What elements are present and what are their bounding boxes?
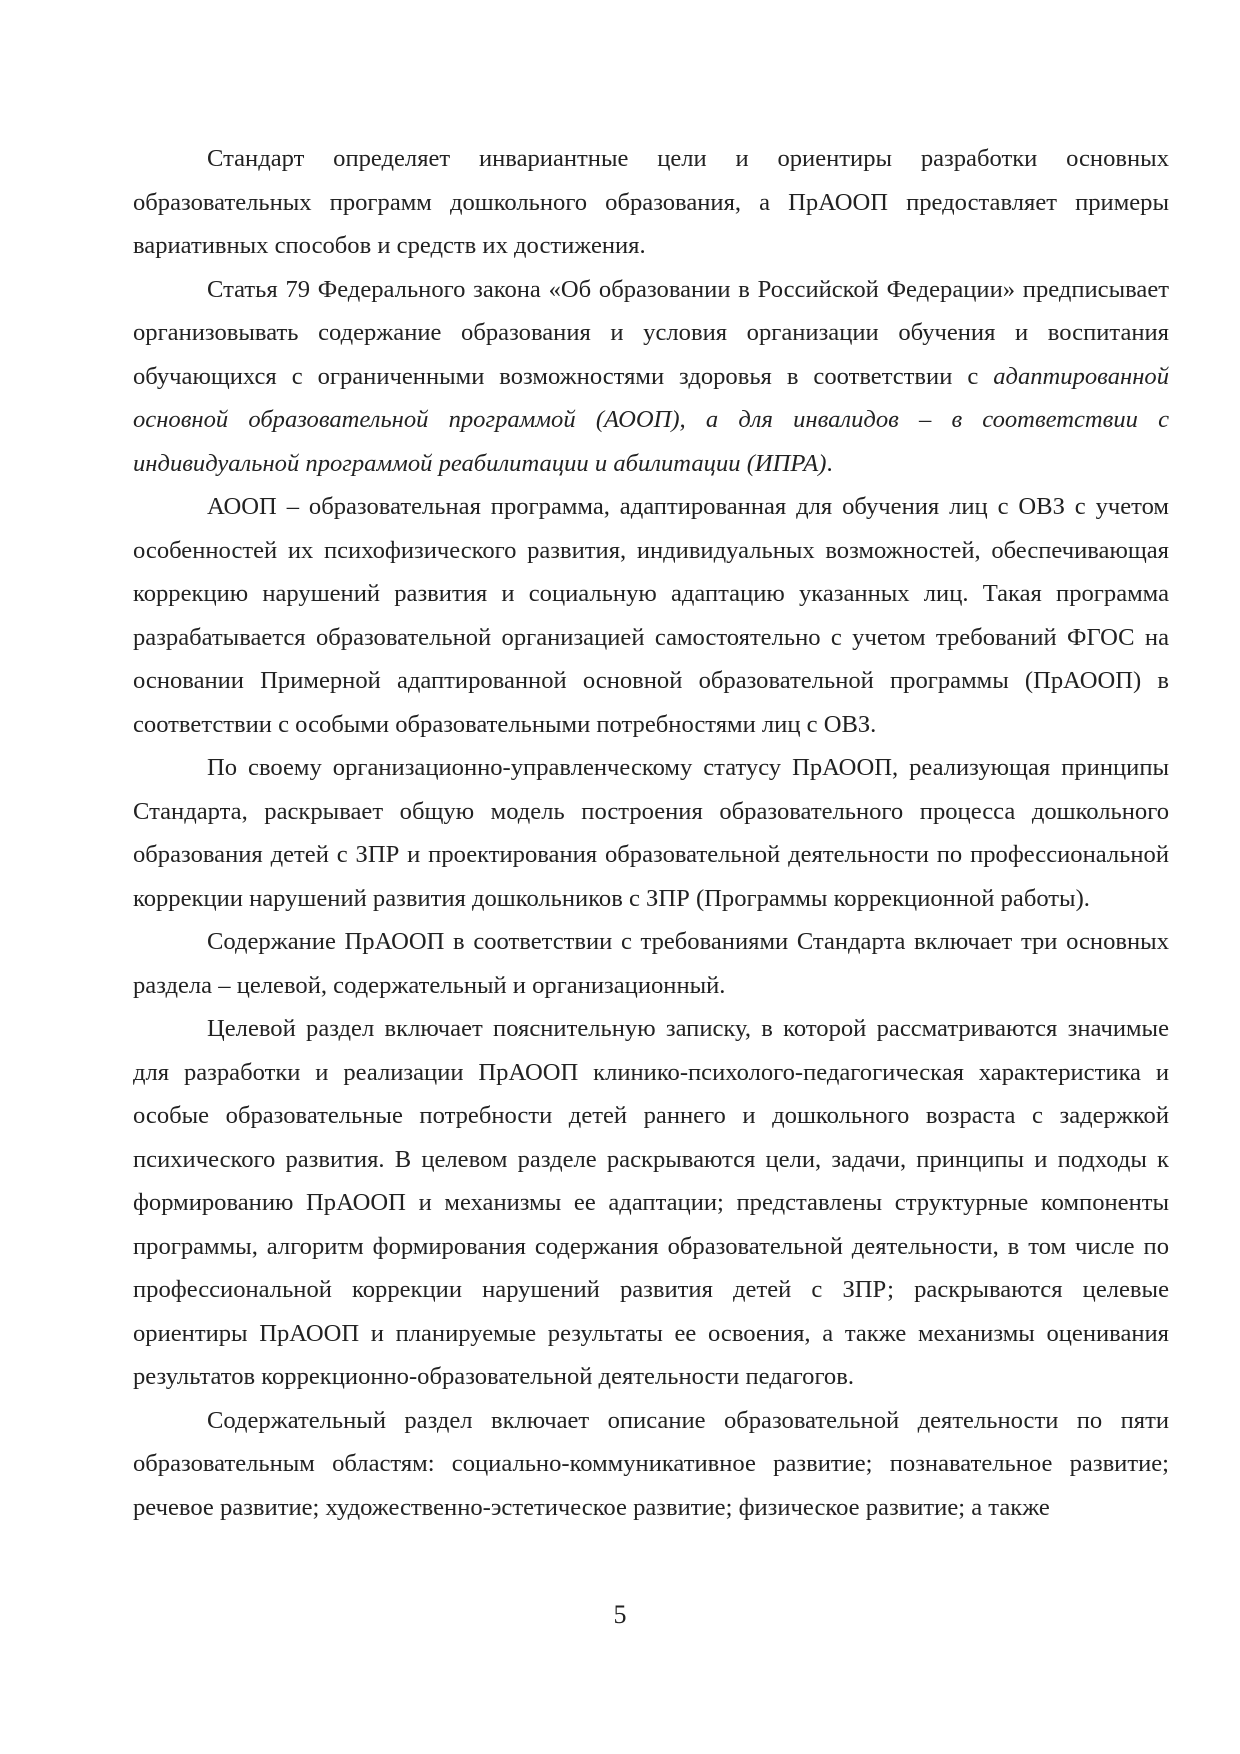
paragraph-standard: Стандарт определяет инвариантные цели и ориентиры разработки основных образовательных программ дошкольного образования, а ПрАООП предоставляет примеры вариативных способов и средств их достижения.: [133, 145, 1169, 259]
page-number: 5: [613, 1600, 627, 1629]
document-body: [133, 137, 1169, 1529]
paragraph-article-79: Статья 79 Федерального закона «Об образовании в Российской Федерации» предписывает организовывать содержание образования и условия организации обучения и воспитания обучающихся с ограниченными возможностями здоровья в соответствии с адаптированной основной образовательной программой (АООП), а для инвалидов – в соответствии с индивидуальной программой реабилитации и абилитации (ИПРА).: [133, 275, 1169, 477]
paragraph-content-sections: Содержание ПрАООП в соответствии с требованиями Стандарта включает три основных раздела – целевой, содержательный и организационный.: [133, 928, 1169, 999]
paragraph-article-79-italic: адаптированной основной образовательной программой (АООП), а для инвалидов – в соответствии с индивидуальной программой реабилитации и абилитации (ИПРА): [133, 362, 1169, 477]
paragraph-aoop-definition: АООП – образовательная программа, адаптированная для обучения лиц с ОВЗ с учетом особенностей их психофизического развития, индивидуальных возможностей, обеспечивающая коррекцию нарушений развития и социальную адаптацию указанных лиц. Такая программа разрабатывается образовательной организацией самостоятельно с учетом требований ФГОС на основании Примерной адаптированной основной образовательной программы (ПрАООП) в соответствии с особыми образовательными потребностями лиц с ОВЗ.: [133, 493, 1169, 738]
paragraph-target-section: Целевой раздел включает пояснительную записку, в которой рассматриваются значимые для разработки и реализации ПрАООП клинико-психолого-педагогическая характеристика и особые образовательные потребности детей раннего и дошкольного возраста с задержкой психического развития. В целевом разделе раскрываются цели, задачи, принципы и подходы к формированию ПрАООП и механизмы ее адаптации; представлены структурные компоненты программы, алгоритм формирования содержания образовательной деятельности, в том числе по профессиональной коррекции нарушений развития детей с ЗПР; раскрываются целевые ориентиры ПрАООП и планируемые результаты ее освоения, а также механизмы оценивания результатов коррекционно-образовательной деятельности педагогов.: [133, 1015, 1169, 1390]
paragraph-content-section: Содержательный раздел включает описание образовательной деятельности по пяти образовательным областям: социально-коммуникативное развитие; познавательное развитие; речевое развитие; художественно-эстетическое развитие; физическое развитие; а также: [133, 1406, 1169, 1521]
paragraph-organizational-status: По своему организационно-управленческому статусу ПрАООП, реализующая принципы Стандарта, раскрывает общую модель построения образовательного процесса дошкольного образования детей с ЗПР и проектирования образовательной деятельности по профессиональной коррекции нарушений развития дошкольников с ЗПР (Программы коррекционной работы).: [133, 754, 1169, 912]
